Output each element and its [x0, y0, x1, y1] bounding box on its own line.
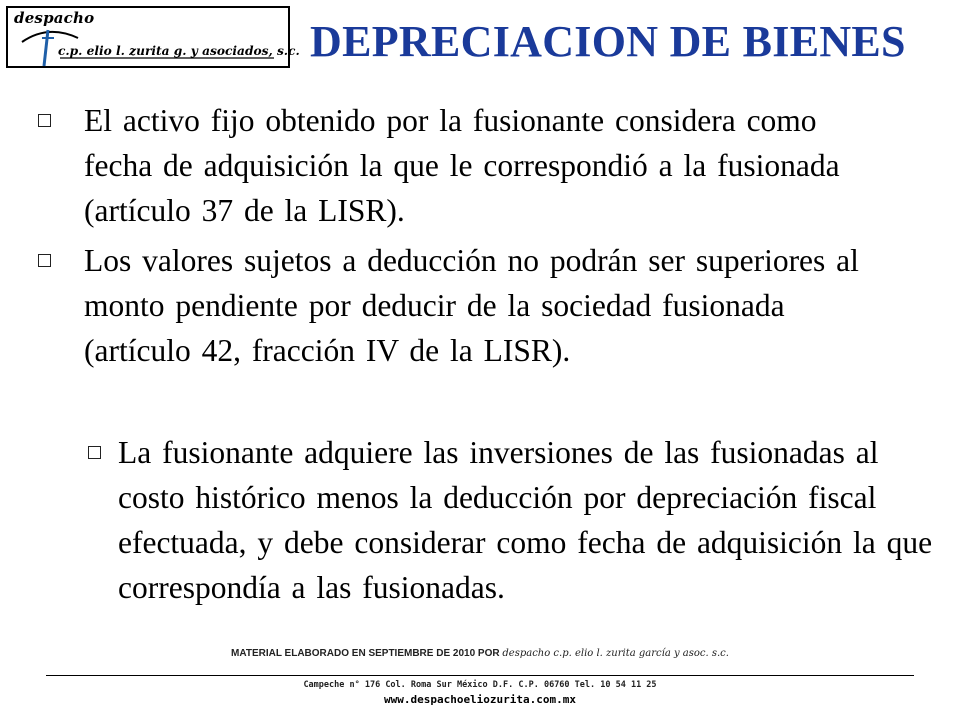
footer-address: Campeche n° 176 Col. Roma Sur México D.F. C.P. 06760 Tel. 10 54 11 25 [303, 680, 657, 690]
sub-bullet-item [88, 430, 948, 610]
footer-divider [46, 675, 914, 676]
bullet-text: El activo fijo obtenido por la fusionante considera como fecha de adquisición la que le correspondió a la fusionada (artículo 37 de la LISR). [84, 103, 840, 228]
logo-firm-name: c.p. elio l. zurita g. y asociados, s.c. [58, 44, 300, 58]
slide-title: DEPRECIACION DE BIENES [310, 17, 906, 66]
hollow-square-bullet-icon [38, 114, 51, 127]
bullet-text: Los valores sujetos a deducción no podrán ser superiores al monto pendiente por deducir de la sociedad fusionada (artículo 42, fracción IV de la LISR). [84, 243, 859, 368]
logo-word: despacho [14, 9, 95, 27]
footer-note-firm: despacho c.p. elio l. zurita garcía y asoc. s.c. [502, 648, 729, 659]
bullet-item [38, 238, 884, 373]
hollow-square-bullet-icon [88, 446, 101, 459]
footer-website: www.despachoeliozurita.com.mx [383, 693, 577, 706]
footer-note-text: MATERIAL ELABORADO EN SEPTIEMBRE DE 2010 POR [231, 648, 500, 659]
company-logo [6, 6, 300, 68]
bullet-item [38, 98, 884, 233]
footer-note [0, 648, 960, 659]
hollow-square-bullet-icon [38, 254, 51, 267]
sub-bullet-text: La fusionante adquiere las inversiones de las fusionadas al costo histórico menos la deducción por depreciación fiscal efectuada, y debe considerar como fecha de adquisición la que correspondía a las fusionadas. [118, 435, 933, 605]
